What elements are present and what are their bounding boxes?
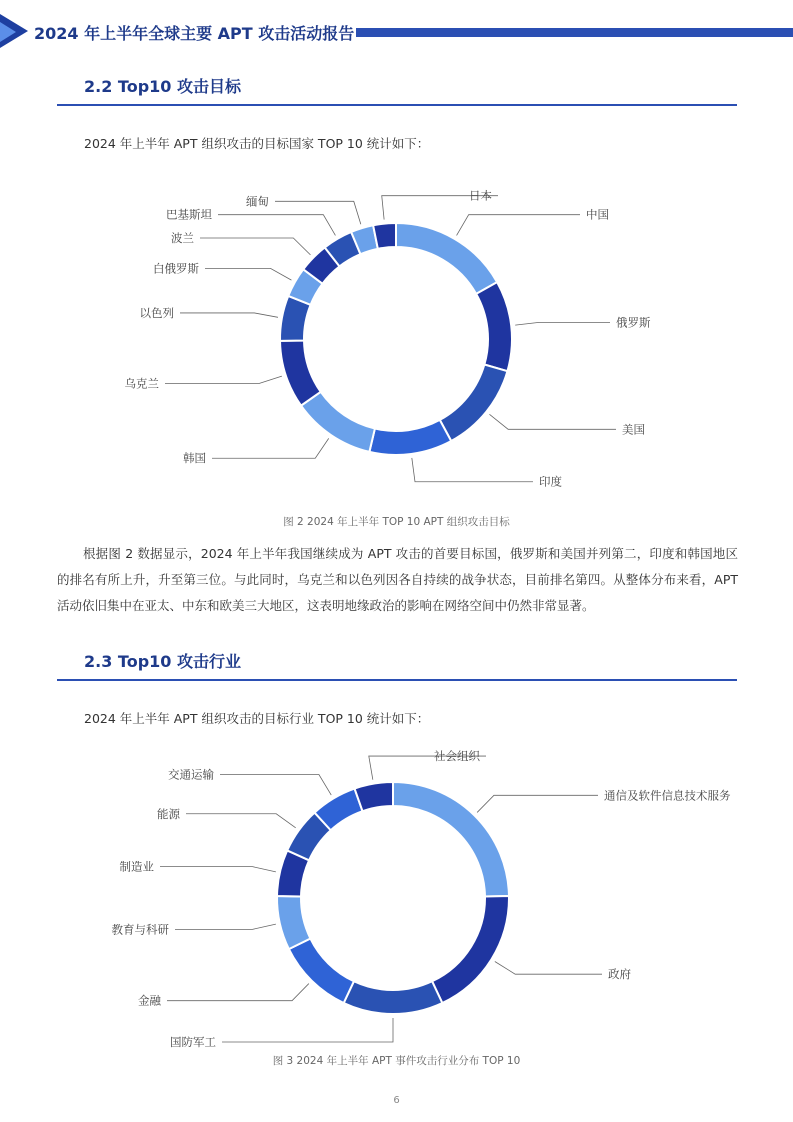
donut-slice bbox=[369, 420, 451, 455]
slice-label: 交通运输 bbox=[168, 767, 214, 782]
header-triangle-light bbox=[0, 22, 16, 42]
page-number: 6 bbox=[393, 1095, 400, 1106]
donut-slice bbox=[393, 782, 509, 896]
slice-label: 韩国 bbox=[183, 451, 206, 466]
section-2-3-title: 2.3 Top10 攻击行业 bbox=[84, 652, 241, 671]
figure-2-caption: 图 2 2024 年上半年 TOP 10 APT 组织攻击目标 bbox=[283, 516, 510, 528]
section-2-2-title: 2.2 Top10 攻击目标 bbox=[84, 77, 241, 96]
leader-line bbox=[220, 775, 331, 796]
slice-label: 能源 bbox=[157, 806, 180, 821]
slice-label: 社会组织 bbox=[434, 749, 480, 764]
donut-slice bbox=[432, 896, 509, 1003]
header-bar bbox=[356, 28, 793, 37]
leader-line bbox=[186, 814, 296, 828]
target-industry-donut-chart bbox=[0, 735, 793, 1049]
figure-3-caption: 图 3 2024 年上半年 APT 事件攻击行业分布 TOP 10 bbox=[272, 1055, 521, 1067]
slice-label: 以色列 bbox=[139, 305, 174, 320]
leader-line bbox=[212, 438, 329, 458]
donut-slice bbox=[440, 365, 508, 441]
slice-label: 国防军工 bbox=[170, 1035, 216, 1049]
leader-line bbox=[495, 961, 602, 974]
slice-label: 波兰 bbox=[171, 231, 194, 246]
slice-label: 中国 bbox=[586, 207, 609, 222]
leader-line bbox=[275, 201, 361, 224]
slice-label: 日本 bbox=[469, 188, 492, 203]
slice-label: 教育与科研 bbox=[111, 922, 169, 937]
section-2-3-divider bbox=[57, 679, 737, 681]
leader-line bbox=[200, 238, 310, 255]
leader-line bbox=[222, 1018, 393, 1042]
leader-line bbox=[489, 414, 616, 429]
donut-slice bbox=[476, 282, 512, 371]
donut-slice bbox=[289, 939, 354, 1003]
slice-label: 金融 bbox=[138, 993, 161, 1008]
slice-label: 印度 bbox=[539, 474, 562, 489]
leader-line bbox=[175, 924, 276, 929]
slice-label: 俄罗斯 bbox=[616, 315, 651, 330]
donut-slice bbox=[373, 223, 396, 249]
donut-slice bbox=[280, 341, 321, 406]
slice-label: 通信及软件信息技术服务 bbox=[604, 788, 731, 803]
slice-label: 白俄罗斯 bbox=[153, 261, 199, 276]
target-country-donut-chart bbox=[0, 160, 793, 500]
leader-line bbox=[205, 268, 291, 280]
slice-label: 美国 bbox=[622, 422, 645, 437]
leader-line bbox=[218, 215, 335, 236]
donut-slice bbox=[396, 223, 497, 294]
leader-line bbox=[457, 215, 580, 236]
leader-line bbox=[165, 376, 282, 383]
leader-line bbox=[477, 795, 598, 812]
donut-slice bbox=[277, 896, 310, 949]
donut-slice bbox=[355, 782, 393, 811]
leader-line bbox=[412, 458, 533, 482]
slice-label: 乌克兰 bbox=[124, 376, 159, 391]
section-2-2-divider bbox=[57, 104, 737, 106]
leader-line bbox=[180, 313, 278, 317]
section-2-3-intro: 2024 年上半年 APT 组织攻击的目标行业 TOP 10 统计如下： bbox=[84, 711, 430, 726]
donut-slice bbox=[344, 981, 443, 1014]
report-title: 2024 年上半年全球主要 APT 攻击活动报告 bbox=[34, 24, 355, 43]
analysis-paragraph: 根据图 2 数据显示，2024 年上半年我国继续成为 APT 攻击的首要目标国，俄罗斯和美国并列第二，印度和韩国地区的排名有所上升，升至第三位。与此同时，乌克兰和以色列因各自持续的战争状态，目前排名第四。从整体分布来看，APT 活动依旧集中在亚太、中东和欧美三大地区，这表明地缘政治的影响在网络空间中仍然非常显著。 bbox=[57, 546, 738, 613]
leader-line bbox=[515, 322, 610, 325]
leader-line bbox=[167, 984, 309, 1001]
leader-line bbox=[160, 867, 276, 872]
slice-label: 制造业 bbox=[119, 859, 154, 874]
donut-slice bbox=[301, 392, 375, 452]
slice-label: 巴基斯坦 bbox=[166, 207, 212, 222]
slice-label: 缅甸 bbox=[246, 194, 269, 209]
slice-label: 政府 bbox=[608, 967, 631, 982]
section-2-2-intro: 2024 年上半年 APT 组织攻击的目标国家 TOP 10 统计如下： bbox=[84, 136, 430, 151]
